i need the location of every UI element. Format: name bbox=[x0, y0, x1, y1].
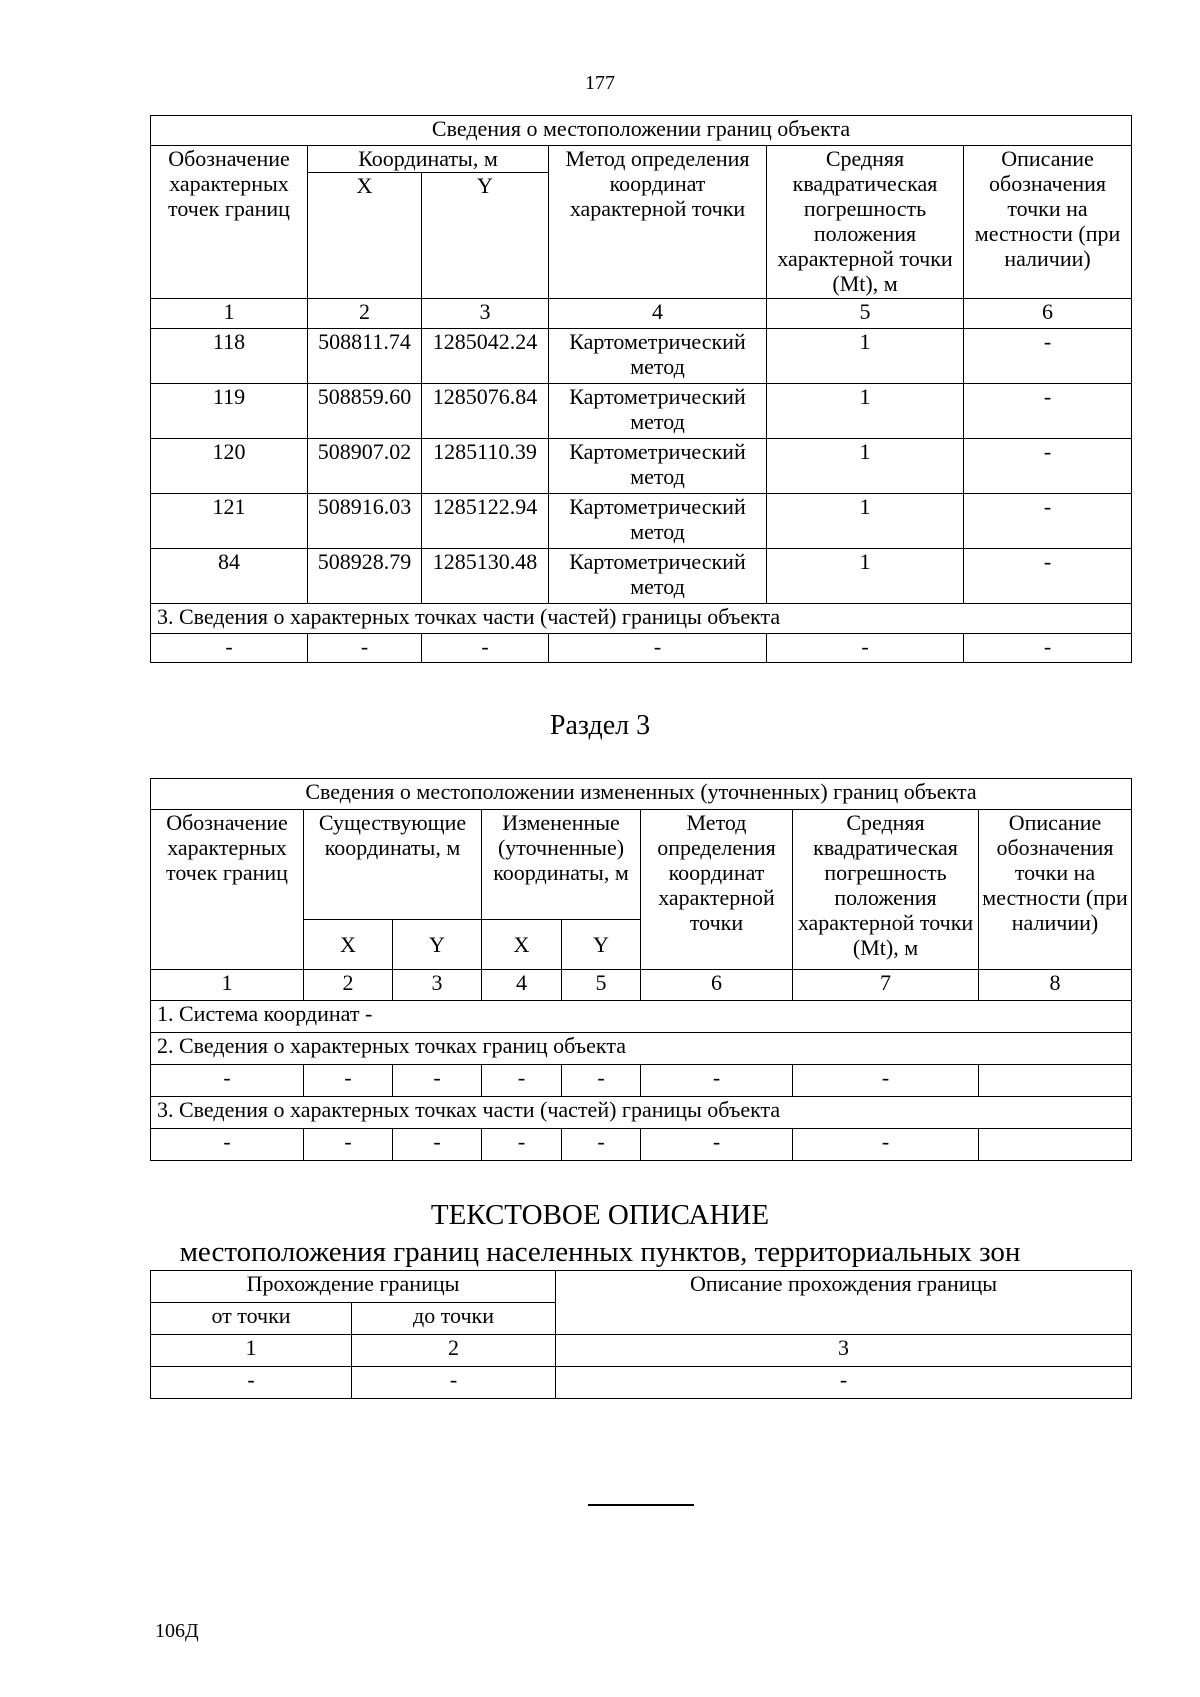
header-passage-description: Описание прохождения границы bbox=[556, 1271, 1132, 1335]
description: - bbox=[964, 494, 1132, 549]
header-error: Средняя квадратическая погрешность положения характерной точки (Mt), м bbox=[793, 810, 979, 970]
col-number: 4 bbox=[482, 970, 562, 1001]
table-row bbox=[151, 439, 1132, 494]
col-number: 2 bbox=[352, 1335, 556, 1367]
dash-cell: - bbox=[151, 634, 308, 663]
changed-boundary-table bbox=[150, 778, 1132, 1161]
footer-code: 106Д bbox=[155, 1620, 199, 1642]
col-number: 7 bbox=[793, 970, 979, 1001]
table-row bbox=[151, 1367, 1132, 1399]
dash-cell: - bbox=[304, 1065, 393, 1097]
col-number: 1 bbox=[151, 1335, 352, 1367]
header-points: Обозначение характерных точек границ bbox=[151, 810, 304, 970]
dash-cell: - bbox=[304, 1129, 393, 1161]
col-number: 6 bbox=[964, 299, 1132, 329]
header-points: Обозначение характерных точек границ bbox=[151, 146, 308, 299]
coord-y: 1285076.84 bbox=[422, 384, 549, 439]
point-id: 121 bbox=[151, 494, 308, 549]
col-number: 1 bbox=[151, 970, 304, 1001]
header-y: Y bbox=[393, 920, 482, 970]
page-number: 177 bbox=[585, 72, 615, 94]
boundary-points-title: 2. Сведения о характерных точках границ объекта bbox=[151, 1033, 1132, 1065]
table-row bbox=[151, 634, 1132, 663]
dash-cell: - bbox=[352, 1367, 556, 1399]
error: 1 bbox=[767, 439, 964, 494]
col-number: 5 bbox=[562, 970, 641, 1001]
coord-x: 508859.60 bbox=[308, 384, 422, 439]
col-number: 3 bbox=[393, 970, 482, 1001]
dash-cell: - bbox=[562, 1065, 641, 1097]
table-row bbox=[151, 549, 1132, 604]
coord-y: 1285110.39 bbox=[422, 439, 549, 494]
header-description: Описание обозначения точки на местности (при наличии) bbox=[979, 810, 1132, 970]
point-id: 84 bbox=[151, 549, 308, 604]
table1-caption: Сведения о местоположении границ объекта bbox=[151, 116, 1132, 146]
table-row bbox=[151, 384, 1132, 439]
header-from-point: от точки bbox=[151, 1303, 352, 1335]
header-method: Метод определения координат характерной точки bbox=[641, 810, 793, 970]
error: 1 bbox=[767, 549, 964, 604]
dash-cell: - bbox=[562, 1129, 641, 1161]
coord-y: 1285042.24 bbox=[422, 329, 549, 384]
coord-x: 508811.74 bbox=[308, 329, 422, 384]
header-x: X bbox=[482, 920, 562, 970]
header-method: Метод определения координат характерной точки bbox=[549, 146, 767, 299]
col-number: 6 bbox=[641, 970, 793, 1001]
method: Картометрический метод bbox=[549, 329, 767, 384]
dash-cell: - bbox=[482, 1129, 562, 1161]
table2-caption: Сведения о местоположении измененных (уточненных) границ объекта bbox=[151, 779, 1132, 810]
dash-cell: - bbox=[767, 634, 964, 663]
header-passage: Прохождение границы bbox=[151, 1271, 556, 1303]
empty-cell bbox=[979, 1129, 1132, 1161]
dash-cell: - bbox=[793, 1065, 979, 1097]
coord-x: 508928.79 bbox=[308, 549, 422, 604]
dash-cell: - bbox=[422, 634, 549, 663]
table-row bbox=[151, 1129, 1132, 1161]
dash-cell: - bbox=[393, 1129, 482, 1161]
header-x: X bbox=[304, 920, 393, 970]
table-row bbox=[151, 329, 1132, 384]
dash-cell: - bbox=[641, 1129, 793, 1161]
header-coords: Координаты, м bbox=[308, 146, 549, 173]
dash-cell: - bbox=[964, 634, 1132, 663]
table-row bbox=[151, 1065, 1132, 1097]
description: - bbox=[964, 384, 1132, 439]
header-description: Описание обозначения точки на местности (при наличии) bbox=[964, 146, 1132, 299]
col-number: 5 bbox=[767, 299, 964, 329]
header-y: Y bbox=[422, 173, 549, 299]
coord-x: 508907.02 bbox=[308, 439, 422, 494]
col-number: 2 bbox=[308, 299, 422, 329]
description: - bbox=[964, 549, 1132, 604]
error: 1 bbox=[767, 494, 964, 549]
error: 1 bbox=[767, 384, 964, 439]
section-title: Раздел 3 bbox=[549, 710, 651, 741]
text-description-subtitle: местоположения границ населенных пунктов, территориальных зон bbox=[179, 1236, 1021, 1268]
method: Картометрический метод bbox=[549, 439, 767, 494]
point-id: 118 bbox=[151, 329, 308, 384]
part-points-title: 3. Сведения о характерных точках части (частей) границы объекта bbox=[151, 604, 1132, 634]
col-number: 3 bbox=[422, 299, 549, 329]
dash-cell: - bbox=[641, 1065, 793, 1097]
header-existing-coords: Существующие координаты, м bbox=[304, 810, 482, 920]
col-number: 4 bbox=[549, 299, 767, 329]
col-number: 3 bbox=[556, 1335, 1132, 1367]
dash-cell: - bbox=[151, 1367, 352, 1399]
description: - bbox=[964, 329, 1132, 384]
col-number: 2 bbox=[304, 970, 393, 1001]
boundary-points-table bbox=[150, 115, 1132, 663]
method: Картометрический метод bbox=[549, 494, 767, 549]
dash-cell: - bbox=[793, 1129, 979, 1161]
dash-cell: - bbox=[151, 1065, 304, 1097]
dash-cell: - bbox=[556, 1367, 1132, 1399]
dash-cell: - bbox=[308, 634, 422, 663]
col-number: 1 bbox=[151, 299, 308, 329]
boundary-passage-table bbox=[150, 1270, 1132, 1399]
coord-x: 508916.03 bbox=[308, 494, 422, 549]
header-x: X bbox=[308, 173, 422, 299]
text-description-title: ТЕКСТОВОЕ ОПИСАНИЕ bbox=[430, 1199, 770, 1231]
point-id: 120 bbox=[151, 439, 308, 494]
table-row bbox=[151, 494, 1132, 549]
coordinate-system-title: 1. Система координат - bbox=[151, 1001, 1132, 1033]
dash-cell: - bbox=[393, 1065, 482, 1097]
method: Картометрический метод bbox=[549, 384, 767, 439]
method: Картометрический метод bbox=[549, 549, 767, 604]
empty-cell bbox=[979, 1065, 1132, 1097]
end-divider bbox=[588, 1504, 694, 1506]
description: - bbox=[964, 439, 1132, 494]
part-points-title: 3. Сведения о характерных точках части (частей) границы объекта bbox=[151, 1097, 1132, 1129]
coord-y: 1285130.48 bbox=[422, 549, 549, 604]
header-y: Y bbox=[562, 920, 641, 970]
error: 1 bbox=[767, 329, 964, 384]
dash-cell: - bbox=[482, 1065, 562, 1097]
dash-cell: - bbox=[151, 1129, 304, 1161]
coord-y: 1285122.94 bbox=[422, 494, 549, 549]
header-to-point: до точки bbox=[352, 1303, 556, 1335]
dash-cell: - bbox=[549, 634, 767, 663]
col-number: 8 bbox=[979, 970, 1132, 1001]
header-error: Средняя квадратическая погрешность положения характерной точки (Mt), м bbox=[767, 146, 964, 299]
header-changed-coords: Измененные (уточненные) координаты, м bbox=[482, 810, 641, 920]
point-id: 119 bbox=[151, 384, 308, 439]
